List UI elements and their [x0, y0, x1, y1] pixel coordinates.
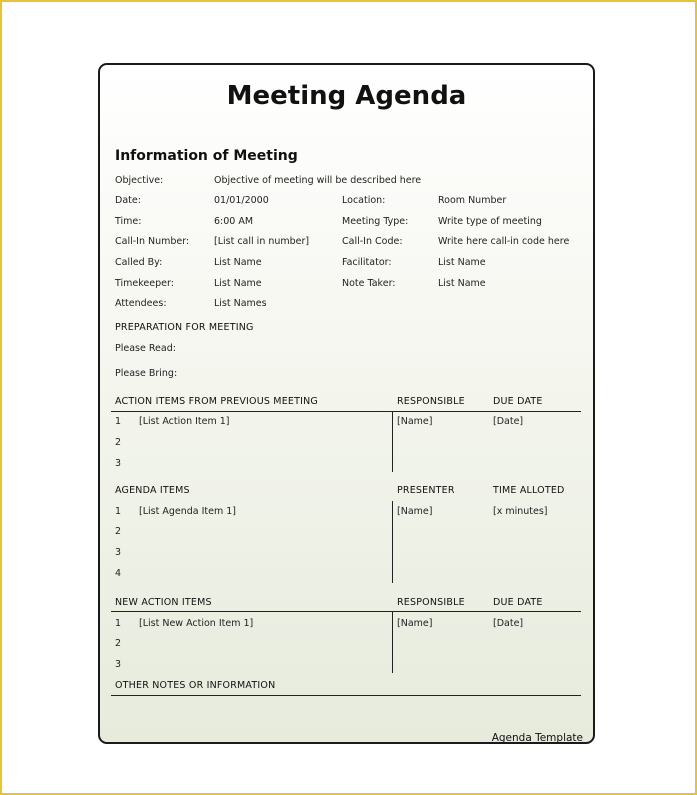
table-row-responsible: [Name] [397, 416, 433, 427]
new-actions-divider [392, 612, 393, 673]
objective-label: Objective: [115, 175, 164, 186]
note-taker-label: Note Taker: [342, 278, 396, 289]
new-actions-heading: NEW ACTION ITEMS [115, 597, 212, 608]
info-heading: Information of Meeting [115, 148, 298, 164]
please-bring-label: Please Bring: [115, 368, 178, 379]
location-label: Location: [342, 195, 386, 206]
new-actions-col-due: DUE DATE [493, 597, 543, 608]
timekeeper-label: Timekeeper: [115, 278, 174, 289]
table-row-num: 2 [115, 638, 122, 649]
call-in-number-value: [List call in number] [214, 236, 310, 247]
table-row-num: 4 [115, 568, 122, 579]
called-by-value: List Name [214, 257, 262, 268]
attendees-label: Attendees: [115, 298, 167, 309]
table-row-time: [x minutes] [493, 506, 548, 517]
called-by-label: Called By: [115, 257, 163, 268]
table-row-due: [Date] [493, 618, 524, 629]
table-row-num: 3 [115, 458, 122, 469]
table-row-item: [List New Action Item 1] [139, 618, 254, 629]
table-row-num: 1 [115, 618, 122, 629]
call-in-code-label: Call-In Code: [342, 236, 403, 247]
table-row-item: [List Action Item 1] [139, 416, 230, 427]
meeting-type-label: Meeting Type: [342, 216, 409, 227]
date-value: 01/01/2000 [214, 195, 269, 206]
facilitator-value: List Name [438, 257, 486, 268]
table-row-num: 1 [115, 506, 122, 517]
table-row-num: 3 [115, 547, 122, 558]
time-label: Time: [115, 216, 142, 227]
new-actions-rule [111, 611, 581, 612]
document-title: Meeting Agenda [226, 81, 467, 111]
agenda-items-col-time: TIME ALLOTED [493, 485, 565, 496]
other-notes-rule [111, 695, 581, 696]
table-row-presenter: [Name] [397, 506, 433, 517]
prev-actions-col-due: DUE DATE [493, 396, 543, 407]
table-row-num: 3 [115, 659, 122, 670]
prev-actions-divider [392, 412, 393, 472]
please-read-label: Please Read: [115, 343, 176, 354]
attendees-value: List Names [214, 298, 267, 309]
agenda-items-heading: AGENDA ITEMS [115, 485, 190, 496]
prev-actions-rule [111, 411, 581, 412]
table-row-num: 2 [115, 437, 122, 448]
call-in-code-value: Write here call-in code here [438, 236, 570, 247]
prev-actions-heading: ACTION ITEMS FROM PREVIOUS MEETING [115, 396, 318, 407]
new-actions-col-responsible: RESPONSIBLE [397, 597, 465, 608]
agenda-items-divider [392, 501, 393, 583]
agenda-items-col-presenter: PRESENTER [397, 485, 455, 496]
timekeeper-value: List Name [214, 278, 262, 289]
other-notes-heading: OTHER NOTES OR INFORMATION [115, 680, 276, 691]
time-value: 6:00 AM [214, 216, 254, 227]
preparation-heading: PREPARATION FOR MEETING [115, 322, 254, 333]
table-row-num: 1 [115, 416, 122, 427]
table-row-due: [Date] [493, 416, 524, 427]
table-row-responsible: [Name] [397, 618, 433, 629]
agenda-sheet [98, 63, 595, 744]
facilitator-label: Facilitator: [342, 257, 392, 268]
table-row-item: [List Agenda Item 1] [139, 506, 236, 517]
date-label: Date: [115, 195, 141, 206]
note-taker-value: List Name [438, 278, 486, 289]
prev-actions-col-responsible: RESPONSIBLE [397, 396, 465, 407]
table-row-num: 2 [115, 526, 122, 537]
meeting-type-value: Write type of meeting [438, 216, 542, 227]
footer-label: Agenda Template [491, 732, 583, 744]
call-in-number-label: Call-In Number: [115, 236, 190, 247]
location-value: Room Number [438, 195, 507, 206]
objective-value: Objective of meeting will be described here [214, 175, 422, 186]
